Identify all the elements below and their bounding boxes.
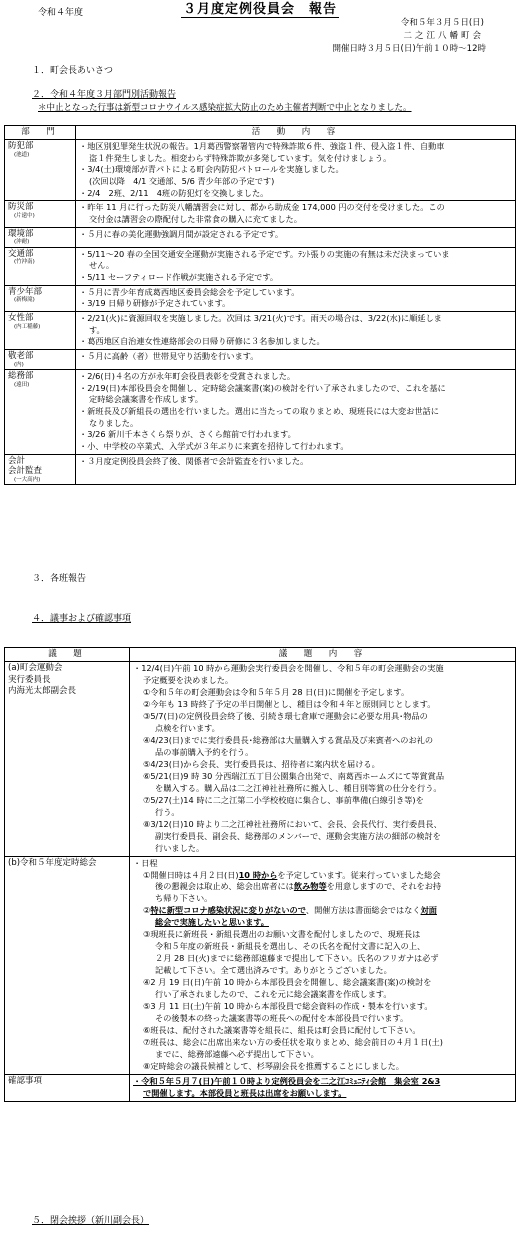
agenda-row-c xyxy=(5,1074,516,1101)
agenda-b-line: 記載して下さい。全て選出済みです。ありがとうございました。 xyxy=(155,965,392,976)
section-5-heading: ５．閉会挨拶（新川副会長） xyxy=(32,1216,150,1226)
agenda-table xyxy=(4,647,516,1102)
agenda-item-a xyxy=(5,662,130,857)
text: 、開催方法は書面総会ではなく xyxy=(305,905,421,916)
meeting-datetime: 開催日時３月５日(日)午前１０時〜12時 xyxy=(332,44,486,54)
agenda-a-line: 副実行委員長、副会長、総務部のメンバーで、運動会実施方法の細部の検討を xyxy=(155,830,441,841)
text: を用意しますので、それをお持 xyxy=(326,881,442,892)
header-detail: 議 題 内 容 xyxy=(130,648,516,662)
activity-line: (次回以降 4/1 交通部、5/6 青少年部の予定です) xyxy=(89,175,275,186)
activity-row xyxy=(5,227,516,247)
agenda-b-line: ⑦班長は、総会に出席出来ない方の委任状を取りまとめ、総会前日の４月１日(土) xyxy=(143,1037,443,1048)
agenda-a-line: ③5/7(日)の定例役員会終了後、引続き環七倉庫で運動会に必要な用具･物品の xyxy=(143,710,428,721)
section-2-heading: ２．令和４年度３月部門別活動報告 xyxy=(32,90,177,100)
agenda-a-line: ⑥5/21(日)9 時 30 分西瑞江五丁目公園集合出発で、南葛西ホームズにて等賞賞品 xyxy=(143,770,445,781)
agenda-b-line: 令和５年度の新班長・新組長を選出し、その氏名を配付文書に記入の上、 xyxy=(155,941,426,952)
activity-line: ・2/4 2班、2/11 4班の防犯灯を交換しました。 xyxy=(79,187,269,198)
text: ② xyxy=(143,905,151,916)
report-date: 令和５年３月５日(日) xyxy=(400,18,484,28)
section-4-heading: ４．議事および確認事項 xyxy=(32,614,132,624)
activity-line: なりました。 xyxy=(89,417,139,428)
activity-line: せん。 xyxy=(89,260,115,271)
activity-line: ・2/21(火)に資源回収を実施しました。次回は 3/21(火)です。雨天の場合は、3/22(水)に順延しま xyxy=(79,312,442,323)
activity-cell xyxy=(76,311,516,349)
activity-line: 定時総会議案書を作成します。 xyxy=(89,394,203,405)
agenda-detail-c xyxy=(130,1074,516,1101)
agenda-b-item-1-cont: ち帰り下さい。 xyxy=(155,893,213,904)
dept-members: (内) xyxy=(14,361,24,368)
activity-cell xyxy=(76,285,516,311)
agenda-a-line: ④4/23(日)までに実行委員長･総務部は大量購入する賞品及び来賓者へのお礼の xyxy=(143,734,434,745)
agenda-item-b: (b)令和５年度定時総会 xyxy=(5,856,130,1074)
dept-members: (竹沖南) xyxy=(14,259,35,266)
activity-line: ・新班長及び新組長の選出を行いました。選出に当たっての取りまとめ、現班長には大変お世話に xyxy=(79,406,439,417)
dept-name: 女性部 xyxy=(8,312,34,323)
agenda-a-line: 予定概要を決めました。 xyxy=(143,675,234,686)
activity-line: ・3/19 日帰り研修が予定されています。 xyxy=(79,298,231,309)
activity-line: ・昨年 11 月に行った防災八幡講習会に対し、都から助成金 174,000 円の交付を受けました。この xyxy=(79,202,445,213)
activity-row xyxy=(5,140,516,201)
dept-name: 環境部 xyxy=(8,228,34,239)
agenda-a-line: 点検を行います。 xyxy=(155,722,220,733)
activity-row xyxy=(5,201,516,227)
agenda-b-item-2 xyxy=(133,905,512,917)
emphasis: 総会で実施したいと思います。 xyxy=(155,917,269,928)
emphasis: 対面 xyxy=(420,905,437,916)
emphasis: 飲み物等 xyxy=(293,881,327,892)
agenda-b-line: までに、総務部遠藤へ必ず提出して下さい。 xyxy=(155,1049,319,1060)
dept-members: (新梅滝) xyxy=(14,297,35,304)
agenda-row-b xyxy=(5,856,516,1074)
dept-cell xyxy=(5,454,76,485)
agenda-a-line: ⑤4/23(日)から会長、実行委員長は、招待者に案内状を届ける。 xyxy=(143,758,380,769)
agenda-table-header xyxy=(5,648,516,662)
activity-line: ・小、中学校の卒業式、入学式が３年ぶりに来賓を招待して行われます。 xyxy=(79,440,349,451)
agenda-a-line: ⑧3/12(日)10 時より二之江神社社務所において、会長、会長代行、実行委員長、 xyxy=(143,818,442,829)
text: ①開催日時は４月２日(日) xyxy=(143,869,239,880)
agenda-b-item-1-cont xyxy=(133,881,512,893)
activity-row xyxy=(5,370,516,454)
activity-line: 交付金は講習会の際配付した非常食の購入に充てました。 xyxy=(89,213,302,224)
dept-cell xyxy=(5,349,76,369)
activity-line: ・地区別犯罪発生状況の報告。1月葛西警察署管内で特殊詐欺６件、強盗１件、侵入盗１件、自動車 xyxy=(79,141,445,152)
dept-members: (内工稲藤) xyxy=(14,323,41,330)
section-1-heading: １．町会長あいさつ xyxy=(32,66,114,76)
dept-name: 青少年部 xyxy=(8,286,43,297)
page-title-text: ３月度定例役員会 報告 xyxy=(182,2,337,17)
dept-members: (一大高内) xyxy=(14,476,41,483)
schedule-heading: ・日程 xyxy=(133,857,158,868)
activity-cell xyxy=(76,370,516,454)
activity-row xyxy=(5,311,516,349)
dept-cell xyxy=(5,247,76,285)
dept-members: (片遠中) xyxy=(14,212,35,219)
activity-cell xyxy=(76,140,516,201)
dept-cell xyxy=(5,201,76,227)
activity-line: ・2/6(日)４名の方が永年町会役員表彰を受賞されました。 xyxy=(79,371,296,382)
agenda-b-line: 行い了承されましたので、これを元に総会議案書を作成します。 xyxy=(155,989,392,1000)
activity-row xyxy=(5,285,516,311)
dept-name: 交通部 xyxy=(8,248,34,259)
text: 後の懇親会は取止め、総会出席者には xyxy=(155,881,294,892)
agenda-b-line: ⑤3 月 11 日(土)午前 10 時から本部役員で総会資料の作成・製本を行います。 xyxy=(143,1001,433,1012)
activity-line: ・３月度定例役員会終了後、関係者で会計監査を行いました。 xyxy=(79,455,309,466)
dept-name-2: 会計監査 xyxy=(8,466,43,477)
activity-line: ・5/11 セーフティロード作戦が実施される予定です。 xyxy=(79,272,279,283)
confirmation-line: で開催します。本部役員と班長は出席をお願いします。 xyxy=(143,1087,347,1098)
organization-name: 二之江八幡町会 xyxy=(403,31,484,41)
agenda-a-line: 行いました。 xyxy=(155,842,205,853)
agenda-b-line: ④2 月 19 日(日)午前 10 時から本部役員会を開催し、総会議案書(案)の検討を xyxy=(143,977,432,988)
page-title xyxy=(0,2,520,19)
agenda-b-line: ③現班長に新班長・新組長選出のお願い文書を配付しましたので、現班長は xyxy=(143,929,421,940)
dept-name: 総務部 xyxy=(8,371,34,382)
agenda-row-a xyxy=(5,662,516,857)
agenda-detail-b xyxy=(130,856,516,1074)
dept-name: 敬老部 xyxy=(8,350,34,361)
agenda-b-rest xyxy=(133,929,512,1073)
fiscal-year: 令和４年度 xyxy=(38,8,84,18)
activity-cell xyxy=(76,227,516,247)
activity-line: ・葛西地区自治連女性連絡部会の日帰り研修に３名参加しました。 xyxy=(79,336,325,347)
dept-name: 防犯部 xyxy=(8,141,34,152)
section-3-heading: ３．各班報告 xyxy=(32,574,87,584)
activity-cell xyxy=(76,454,516,485)
agenda-b-item-1 xyxy=(133,870,512,882)
dept-name: 防災部 xyxy=(8,202,34,213)
dept-cell xyxy=(5,311,76,349)
activity-line: ・3/4(土)環境部が青パトによる町会内防犯パトロールを実施しました。 xyxy=(79,164,344,175)
agenda-a-line: を購入する。購入品は二之江神社社務所に搬入し、種目別等賞の仕分を行う。 xyxy=(155,782,442,793)
activity-line: 盗１件発生しました。相変わらず特殊詐欺が多発しています。気を付けましょう。 xyxy=(89,152,392,163)
agenda-a-line: 行う。 xyxy=(155,806,180,817)
activity-table-header xyxy=(5,126,516,140)
header-item: 議 題 xyxy=(5,648,130,662)
agenda-item-line: (a)町会運動会 xyxy=(8,663,63,674)
agenda-b-line: ⑥班長は、配付された議案書等を組長に、組長は町会員に配付して下さい。 xyxy=(143,1025,421,1036)
agenda-a-line: ・12/4(日)午前 10 時から運動会実行委員会を開催し、令和５年の町会運動会の実施 xyxy=(133,663,444,674)
activity-table xyxy=(4,125,516,485)
agenda-item-c: 確認事項 xyxy=(5,1074,130,1101)
agenda-a-line: ⑦5/27(土)14 時に二之江第二小学校校庭に集合し、事前準備(白線引き等)を xyxy=(143,794,424,805)
activity-line: ・2/19(日)本部役員会を開催し、定時総会議案書(案)の検討を行い了承されましたので、これを基に xyxy=(79,382,446,393)
activity-line: す。 xyxy=(89,324,105,335)
activity-cell xyxy=(76,201,516,227)
dept-members: (遠田) xyxy=(14,381,30,388)
text: を予定しています。従来行っていました総会 xyxy=(277,869,441,880)
activity-line: ・3/26 新川千本さくら祭りが、さくら館前で行われます。 xyxy=(79,429,296,440)
agenda-b-line: ⑧定時総会の議長候補として、杉琴副会長を推薦することにしました。 xyxy=(143,1061,404,1072)
agenda-detail-a xyxy=(130,662,516,857)
activity-cell xyxy=(76,247,516,285)
dept-cell xyxy=(5,370,76,454)
agenda-b-item-2-cont xyxy=(133,917,512,929)
activity-line: ・５月に春の美化運動強調月間が設定される予定です。 xyxy=(79,228,284,239)
cancellation-note: ＊中止となった行事は新型コロナウイルス感染症拡大防止のため主催者判断で中止となりました。 xyxy=(38,103,412,113)
dept-members: (沖耐) xyxy=(14,239,30,246)
emphasis: 特に新型コロナ感染状況に変りがないので xyxy=(150,905,306,916)
activity-cell xyxy=(76,349,516,369)
header-dept: 部 門 xyxy=(5,126,76,140)
agenda-b-line: ２月 28 日(火)までに総務部遠藤まで提出して下さい。氏名のフリガナは必ず xyxy=(155,953,439,964)
activity-line: ・５月に青少年育成葛西地区委員会総会を予定しています。 xyxy=(79,286,300,297)
agenda-a-line: 品の事前購入予約を行う。 xyxy=(155,746,254,757)
dept-cell xyxy=(5,285,76,311)
dept-cell xyxy=(5,140,76,201)
activity-line: ・5/11〜20 春の全国交通安全運動が実施される予定です。ﾃﾝﾄ張りの実施の有無は未だ決まっていま xyxy=(79,248,450,259)
agenda-a-line: ②今年も 13 時終了予定の半日開催とし、種目は令和４年と原則同じとします。 xyxy=(143,698,436,709)
agenda-b-line: その後製本の終った議案書等の班長への配付を本部役員で行います。 xyxy=(155,1013,409,1024)
agenda-item-line: 実行委員長 xyxy=(8,674,51,685)
activity-row xyxy=(5,349,516,369)
activity-row xyxy=(5,247,516,285)
emphasis: 10 時から xyxy=(238,869,278,880)
dept-name: 会計 xyxy=(8,455,26,466)
activity-row xyxy=(5,454,516,485)
agenda-item-line: 内海光太郎副会長 xyxy=(8,685,77,696)
header-activity: 活 動 内 容 xyxy=(76,126,516,140)
confirmation-line: ・令和５年５月７(日)午前１０時より定例役員会を二之江ｺﾐｭﾆﾃｨ会館 集会室 2&3 xyxy=(133,1075,441,1086)
dept-cell xyxy=(5,227,76,247)
activity-line: ・５月に高齢（者）世帯見守り活動を行います。 xyxy=(79,350,259,361)
agenda-a-line: ①令和５年の町会運動会は令和５年５月 28 日(日)に開催を予定します。 xyxy=(143,686,410,697)
dept-members: (池道) xyxy=(14,151,30,158)
